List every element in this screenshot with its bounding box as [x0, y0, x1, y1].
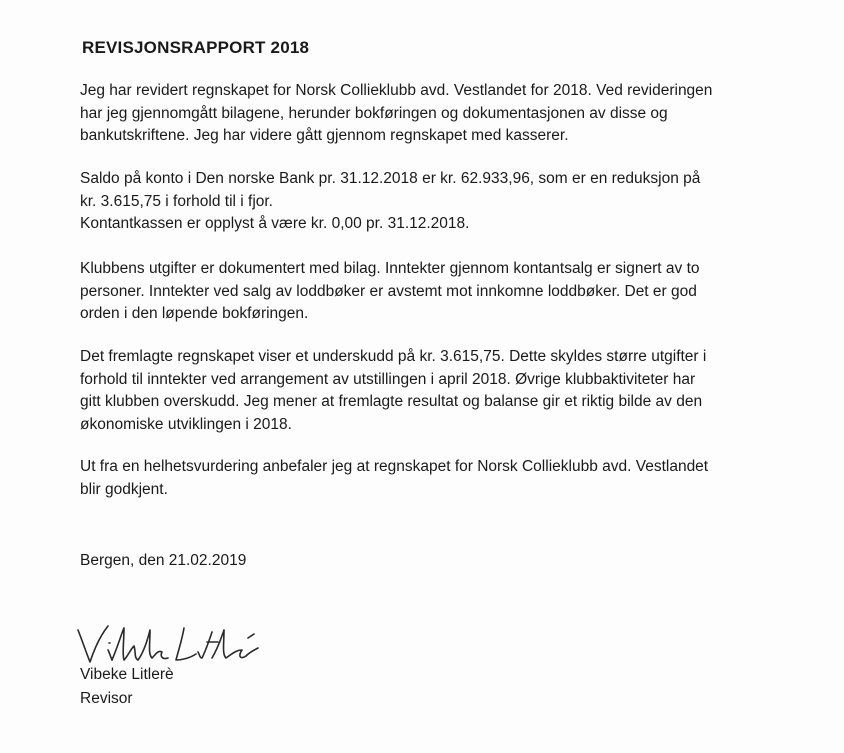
paragraph-line: orden i den løpende bokføringen. [80, 305, 309, 322]
signer-name: Vibeke Litlerè [80, 666, 174, 683]
paragraph-line: Klubbens utgifter er dokumentert med bilag. Inntekter gjennom kontantsalg er signert av to [80, 260, 700, 277]
place-and-date: Bergen, den 21.02.2019 [80, 552, 247, 569]
paragraph-line: blir godkjent. [80, 480, 168, 498]
paragraph-recommendation [80, 456, 805, 501]
paragraph-audit-scope [80, 80, 805, 148]
paragraph-line: Ut fra en helhetsvurdering anbefaler jeg at regnskapet for Norsk Collieklubb avd. Vestlandet [80, 458, 709, 475]
paragraph-line: bankutskriftene. Jeg har videre gått gjennom regnskapet med kasserer. [80, 127, 569, 144]
paragraph-balance [80, 168, 805, 236]
paragraph-line: Saldo på konto i Den norske Bank pr. 31.12.2018 er kr. 62.933,96, som er en reduksjon på [80, 170, 701, 187]
paragraph-line: økonomiske utviklingen i 2018. [80, 415, 292, 433]
paragraph-line: gitt klubben overskudd. Jeg mener at fremlagte resultat og balanse gir et riktig bilde av den [80, 393, 703, 410]
paragraph-line: har jeg gjennomgått bilagene, herunder bokføringen og dokumentasjonen av disse og [80, 104, 668, 122]
paragraph-result [80, 346, 805, 436]
paragraph-line: Kontantkassen er opplyst å være kr. 0,00 pr. 31.12.2018. [80, 215, 470, 232]
paragraph-line: Det fremlagte regnskapet viser et underskudd på kr. 3.615,75. Dette skyldes større utgifter i [80, 348, 707, 365]
paragraph-line: Jeg har revidert regnskapet for Norsk Collieklubb avd. Vestlandet for 2018. Ved revideringen [80, 82, 713, 99]
report-title: REVISJONSRAPPORT 2018 [82, 38, 310, 57]
signer-role: Revisor [80, 690, 133, 707]
paragraph-documentation [80, 258, 805, 326]
paragraph-line: kr. 3.615,75 i forhold til i fjor. [80, 192, 273, 210]
paragraph-line: personer. Inntekter ved salg av loddbøker er avstemt mot innkomne loddbøker. Det er god [80, 282, 697, 300]
paragraph-line: forhold til inntekter ved arrangement av utstillingen i april 2018. Øvrige klubbaktiviteter har [80, 370, 696, 388]
